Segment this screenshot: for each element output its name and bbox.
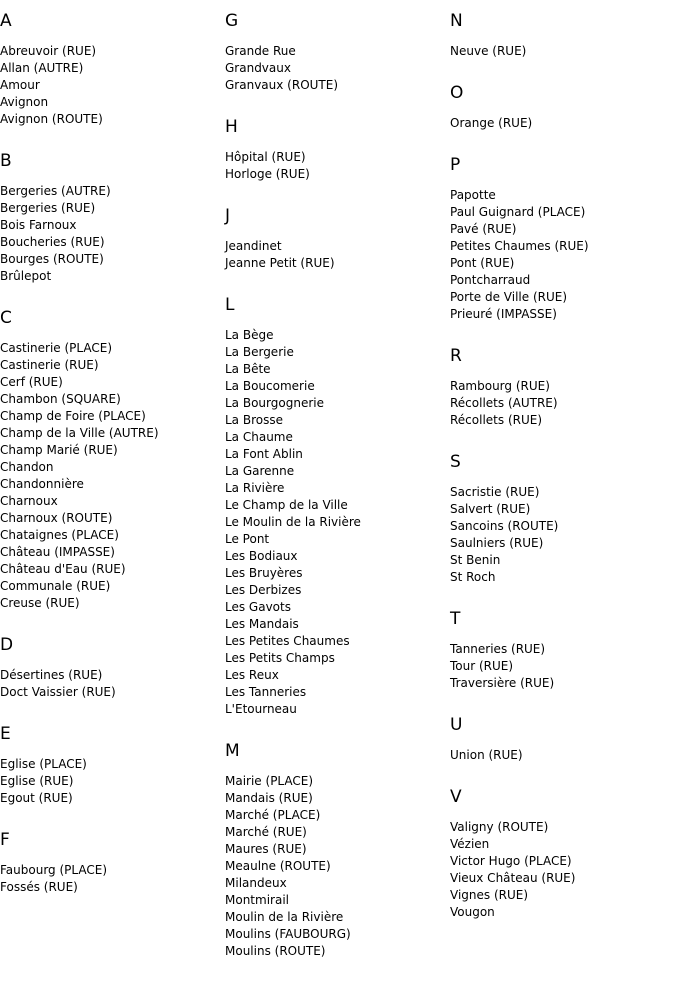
street-link[interactable]: Maures (RUE)	[225, 842, 307, 856]
street-link[interactable]: Castinerie (RUE)	[0, 358, 99, 372]
letter-heading: M	[225, 741, 240, 761]
street-link[interactable]: Orange (RUE)	[450, 116, 533, 130]
street-link[interactable]: Charnoux	[0, 494, 58, 508]
street-link[interactable]: La Garenne	[225, 464, 295, 478]
street-link[interactable]: Champ de la Ville (AUTRE)	[0, 426, 159, 440]
street-list	[0, 340, 220, 612]
street-link[interactable]: Egout (RUE)	[0, 791, 73, 805]
street-link[interactable]: Vignes (RUE)	[450, 888, 529, 902]
street-link[interactable]: Doct Vaissier (RUE)	[0, 685, 116, 699]
street-link[interactable]: Chandonnière	[0, 477, 84, 491]
street-list	[0, 43, 220, 128]
street-link[interactable]: Porte de Ville (RUE)	[450, 290, 568, 304]
street-link[interactable]: Sancoins (ROUTE)	[450, 519, 559, 533]
street-link[interactable]: Moulins (FAUBOURG)	[225, 927, 351, 941]
street-link[interactable]: Abreuvoir (RUE)	[0, 44, 97, 58]
street-link[interactable]: Allan (AUTRE)	[0, 61, 84, 75]
letter-heading: O	[450, 83, 464, 103]
street-link[interactable]: Mairie (PLACE)	[225, 774, 314, 788]
street-link[interactable]: St Benin	[450, 553, 501, 567]
street-link[interactable]: Les Bruyères	[225, 566, 303, 580]
street-link[interactable]: Communale (RUE)	[0, 579, 111, 593]
letter-group	[225, 116, 445, 183]
street-link[interactable]: Moulin de la Rivière	[225, 910, 344, 924]
street-link[interactable]: Marché (RUE)	[225, 825, 307, 839]
street-link[interactable]: Le Champ de la Ville	[225, 498, 348, 512]
street-link[interactable]: L'Etourneau	[225, 702, 297, 716]
street-link[interactable]: Les Bodiaux	[225, 549, 298, 563]
letter-group	[450, 154, 670, 323]
street-link[interactable]: Récollets (AUTRE)	[450, 396, 558, 410]
street-link[interactable]: La Rivière	[225, 481, 285, 495]
letter-heading: C	[0, 308, 12, 328]
letter-heading: E	[0, 724, 11, 744]
letter-group	[450, 714, 670, 764]
street-link[interactable]: Bois Farnoux	[0, 218, 77, 232]
street-link[interactable]: La Bège	[225, 328, 274, 342]
letter-group	[450, 786, 670, 921]
street-link[interactable]: Sacristie (RUE)	[450, 485, 540, 499]
street-link[interactable]: Désertines (RUE)	[0, 668, 103, 682]
letter-group	[0, 829, 220, 896]
street-link[interactable]: Bergeries (RUE)	[0, 201, 96, 215]
street-link[interactable]: Les Derbizes	[225, 583, 302, 597]
letter-heading: J	[225, 206, 231, 226]
street-list	[0, 667, 220, 701]
street-link[interactable]: Cerf (RUE)	[0, 375, 63, 389]
street-link[interactable]: Eglise (RUE)	[0, 774, 74, 788]
street-link[interactable]: Chataignes (PLACE)	[0, 528, 119, 542]
street-link[interactable]: Château (IMPASSE)	[0, 545, 115, 559]
letter-group	[450, 345, 670, 429]
street-link[interactable]: Le Moulin de la Rivière	[225, 515, 361, 529]
street-list	[0, 183, 220, 285]
letter-group	[225, 740, 445, 960]
street-link[interactable]: La Boucomerie	[225, 379, 315, 393]
street-link[interactable]: Salvert (RUE)	[450, 502, 531, 516]
letter-group	[0, 10, 220, 128]
letter-heading: S	[450, 452, 461, 472]
street-link[interactable]: Amour	[0, 78, 40, 92]
street-link[interactable]: Moulins (ROUTE)	[225, 944, 326, 958]
letter-group	[450, 82, 670, 132]
street-link[interactable]: Grandvaux	[225, 61, 291, 75]
street-link[interactable]: Papotte	[450, 188, 496, 202]
letter-group	[225, 205, 445, 272]
street-link[interactable]: Union (RUE)	[450, 748, 523, 762]
street-link[interactable]: Brûlepot	[0, 269, 52, 283]
letter-heading: U	[450, 715, 463, 735]
letter-group	[0, 634, 220, 701]
street-link[interactable]: Les Petites Chaumes	[225, 634, 350, 648]
street-link[interactable]: Creuse (RUE)	[0, 596, 80, 610]
street-list	[225, 149, 445, 183]
street-link[interactable]: Milandeux	[225, 876, 287, 890]
index-column-3	[450, 10, 670, 943]
street-link[interactable]: Neuve (RUE)	[450, 44, 527, 58]
street-link[interactable]: Avignon (ROUTE)	[0, 112, 103, 126]
street-link[interactable]: La Brosse	[225, 413, 283, 427]
street-list	[450, 43, 670, 60]
street-link[interactable]: Les Tanneries	[225, 685, 307, 699]
street-link[interactable]: Chandon	[0, 460, 54, 474]
street-list	[450, 115, 670, 132]
street-list	[450, 641, 670, 692]
street-list	[225, 773, 445, 960]
letter-group	[450, 451, 670, 586]
letter-group	[450, 608, 670, 692]
street-link[interactable]: Château d'Eau (RUE)	[0, 562, 126, 576]
street-list	[225, 238, 445, 272]
letter-group	[0, 723, 220, 807]
street-link[interactable]: Mandais (RUE)	[225, 791, 313, 805]
street-link[interactable]: Horloge (RUE)	[225, 167, 310, 181]
street-list	[450, 747, 670, 764]
letter-heading: F	[0, 830, 10, 850]
street-link[interactable]: Vougon	[450, 905, 495, 919]
street-link[interactable]: Le Pont	[225, 532, 270, 546]
letter-heading: L	[225, 295, 235, 315]
street-link[interactable]: Jeanne Petit (RUE)	[225, 256, 335, 270]
street-link[interactable]: Castinerie (PLACE)	[0, 341, 112, 355]
street-link[interactable]: Hôpital (RUE)	[225, 150, 306, 164]
street-link[interactable]: Faubourg (PLACE)	[0, 863, 107, 877]
street-link[interactable]: Pontcharraud	[450, 273, 531, 287]
street-link[interactable]: Bourges (ROUTE)	[0, 252, 104, 266]
street-link[interactable]: La Bête	[225, 362, 271, 376]
street-link[interactable]: Saulniers (RUE)	[450, 536, 544, 550]
letter-heading: A	[0, 11, 12, 31]
street-link[interactable]: Pavé (RUE)	[450, 222, 517, 236]
street-link[interactable]: Pont (RUE)	[450, 256, 515, 270]
street-link[interactable]: Boucheries (RUE)	[0, 235, 105, 249]
street-link[interactable]: Les Gavots	[225, 600, 291, 614]
street-link[interactable]: Tanneries (RUE)	[450, 642, 546, 656]
street-link[interactable]: Champ Marié (RUE)	[0, 443, 118, 457]
street-list	[450, 187, 670, 323]
street-link[interactable]: Montmirail	[225, 893, 289, 907]
street-link[interactable]: Les Petits Champs	[225, 651, 335, 665]
letter-group	[225, 10, 445, 94]
street-link[interactable]: Eglise (PLACE)	[0, 757, 87, 771]
street-list	[0, 862, 220, 896]
letter-group	[0, 150, 220, 285]
street-link[interactable]: Meaulne (ROUTE)	[225, 859, 331, 873]
street-link[interactable]: Champ de Foire (PLACE)	[0, 409, 146, 423]
street-link[interactable]: Les Reux	[225, 668, 279, 682]
letter-heading: P	[450, 155, 461, 175]
letter-heading: G	[225, 11, 239, 31]
street-link[interactable]: La Chaume	[225, 430, 293, 444]
letter-group	[450, 10, 670, 60]
street-link[interactable]: Jeandinet	[225, 239, 282, 253]
index-column-1	[0, 10, 220, 918]
letter-heading: B	[0, 151, 12, 171]
letter-group	[225, 294, 445, 718]
street-link[interactable]: Valigny (ROUTE)	[450, 820, 549, 834]
street-link[interactable]: Charnoux (ROUTE)	[0, 511, 113, 525]
street-list	[225, 327, 445, 718]
letter-heading: N	[450, 11, 463, 31]
letter-heading: T	[450, 609, 461, 629]
street-link[interactable]: Traversière (RUE)	[450, 676, 555, 690]
street-link[interactable]: Vézien	[450, 837, 490, 851]
street-link[interactable]: Petites Chaumes (RUE)	[450, 239, 589, 253]
letter-heading: R	[450, 346, 462, 366]
street-link[interactable]: Prieuré (IMPASSE)	[450, 307, 557, 321]
street-link[interactable]: Avignon	[0, 95, 49, 109]
street-link[interactable]: Récollets (RUE)	[450, 413, 543, 427]
street-link[interactable]: Chambon (SQUARE)	[0, 392, 121, 406]
street-list	[225, 43, 445, 94]
letter-heading: H	[225, 117, 238, 137]
street-link[interactable]: La Font Ablin	[225, 447, 303, 461]
street-link[interactable]: Fossés (RUE)	[0, 880, 78, 894]
street-link[interactable]: Les Mandais	[225, 617, 299, 631]
street-link[interactable]: Rambourg (RUE)	[450, 379, 550, 393]
street-link[interactable]: Bergeries (AUTRE)	[0, 184, 111, 198]
street-link[interactable]: Granvaux (ROUTE)	[225, 78, 339, 92]
street-link[interactable]: Tour (RUE)	[450, 659, 514, 673]
street-link[interactable]: Grande Rue	[225, 44, 296, 58]
letter-heading: D	[0, 635, 14, 655]
street-link[interactable]: Vieux Château (RUE)	[450, 871, 576, 885]
street-link[interactable]: La Bourgognerie	[225, 396, 324, 410]
index-column-2	[225, 10, 445, 982]
street-link[interactable]: Victor Hugo (PLACE)	[450, 854, 572, 868]
street-link[interactable]: St Roch	[450, 570, 496, 584]
street-link[interactable]: Paul Guignard (PLACE)	[450, 205, 586, 219]
street-list	[450, 484, 670, 586]
street-link[interactable]: La Bergerie	[225, 345, 294, 359]
street-list	[450, 819, 670, 921]
street-list	[450, 378, 670, 429]
letter-group	[0, 307, 220, 612]
street-list	[0, 756, 220, 807]
street-link[interactable]: Marché (PLACE)	[225, 808, 321, 822]
letter-heading: V	[450, 787, 462, 807]
